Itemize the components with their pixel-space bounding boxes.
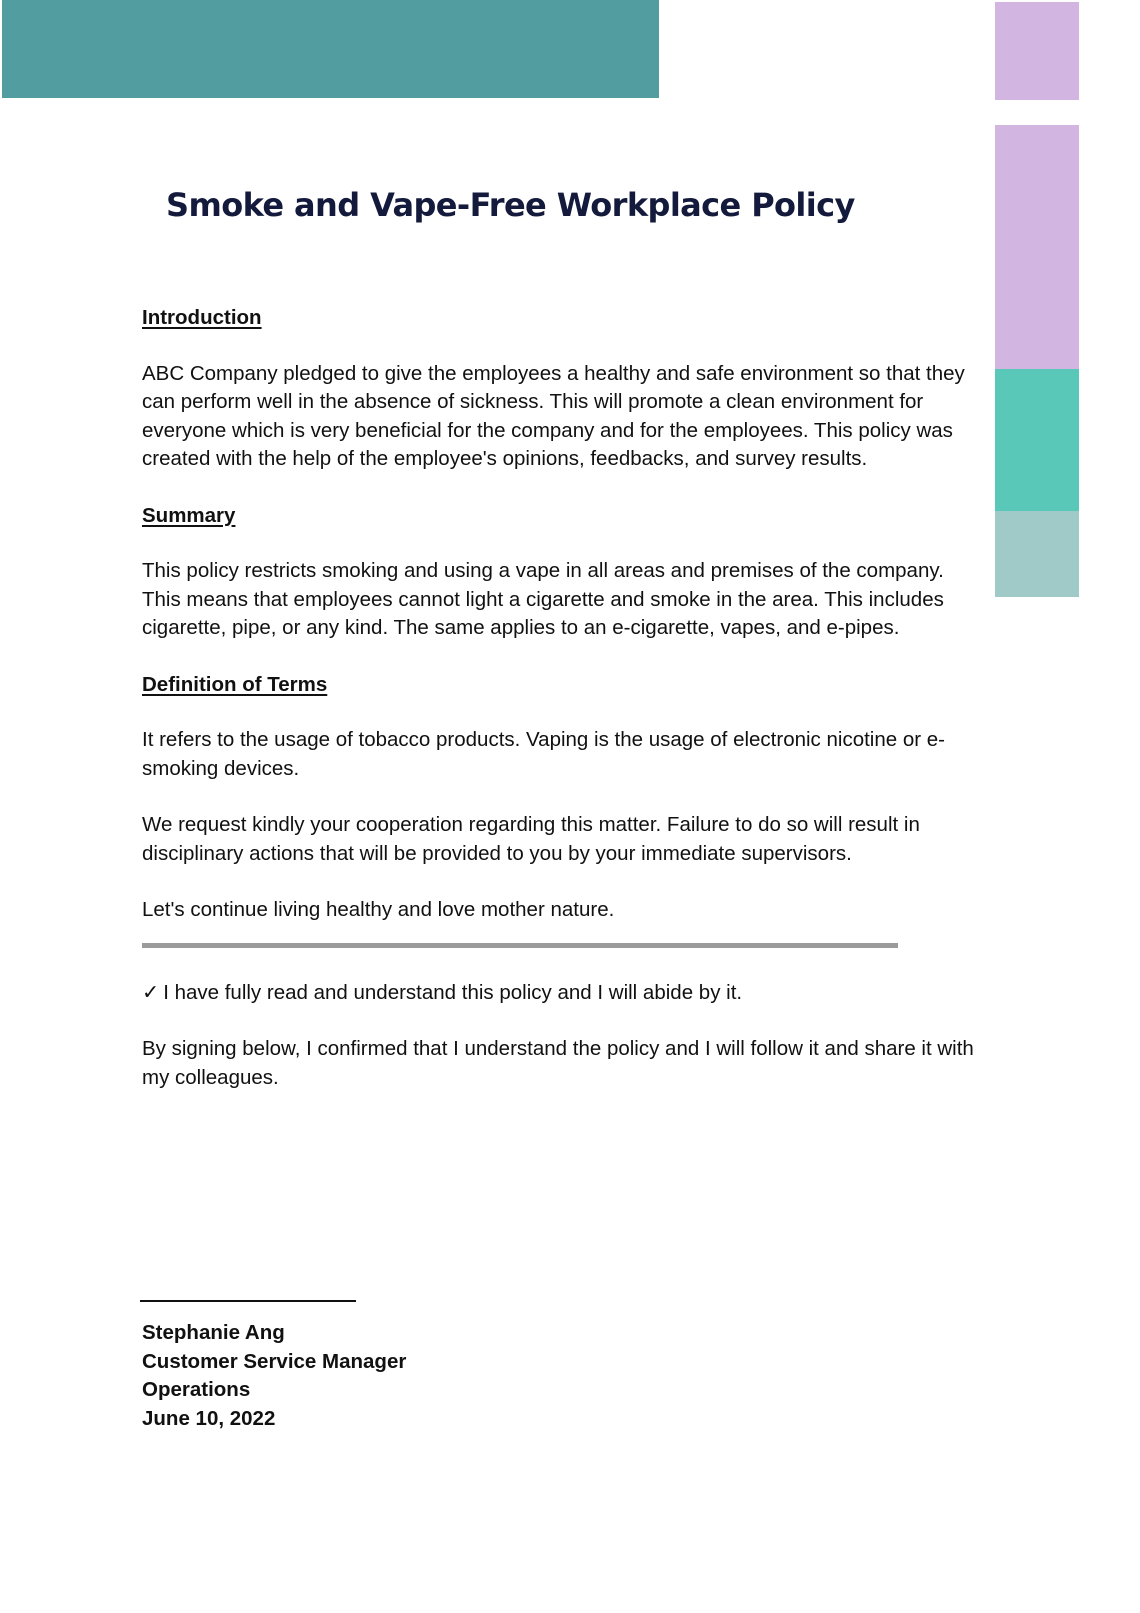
definitions-text: It refers to the usage of tobacco products. Vaping is the usage of electronic nicotine or e-smoking devices.	[142, 728, 946, 780]
acknowledgement	[142, 979, 987, 1008]
side-accent-block-sage	[995, 511, 1079, 597]
document-title: Smoke and Vape-Free Workplace Policy	[166, 186, 855, 224]
signer-name: Stephanie Ang	[142, 1321, 285, 1344]
side-accent-block-lavender	[995, 125, 1079, 369]
signer-department: Operations	[142, 1378, 251, 1401]
acknowledgement-text: I have fully read and understand this policy and I will abide by it.	[163, 980, 743, 1004]
signature-line	[140, 1300, 356, 1302]
summary-text: This policy restricts smoking and using a vape in all areas and premises of the company. This means that employees cannot light a cigarette and smoke in the area. This includes cigarette, pipe, or any kind. The same applies to an e-cigarette, vapes, and e-pipes.	[142, 559, 944, 639]
header-color-bar	[2, 0, 659, 98]
signing-statement: By signing below, I confirmed that I understand the policy and I will follow it and share it with my colleagues.	[142, 1037, 974, 1089]
introduction-heading: Introduction	[142, 306, 262, 329]
signing-date: June 10, 2022	[142, 1406, 276, 1430]
introduction-text: ABC Company pledged to give the employees a healthy and safe environment so that they can perform well in the absence of sickness. This will promote a clean environment for everyone which is very beneficial for the company and for the employees. This policy was created with the help of the employee's opinions, feedbacks, and survey results.	[142, 361, 965, 470]
section-divider	[142, 943, 898, 948]
cooperation-text: We request kindly your cooperation regarding this matter. Failure to do so will result in disciplinary actions that will be provided to you by your immediate supervisors.	[142, 813, 920, 865]
signer-block	[142, 1319, 406, 1433]
definitions-heading: Definition of Terms	[142, 672, 328, 696]
side-accent-block-lavender-top	[995, 2, 1079, 100]
closing-text: Let's continue living healthy and love mother nature.	[142, 898, 615, 921]
signer-title: Customer Service Manager	[142, 1349, 407, 1373]
checkmark-icon: ✓	[142, 980, 160, 1004]
side-accent-block-turquoise	[995, 369, 1079, 511]
document-body	[142, 304, 987, 1120]
summary-heading: Summary	[142, 503, 236, 527]
